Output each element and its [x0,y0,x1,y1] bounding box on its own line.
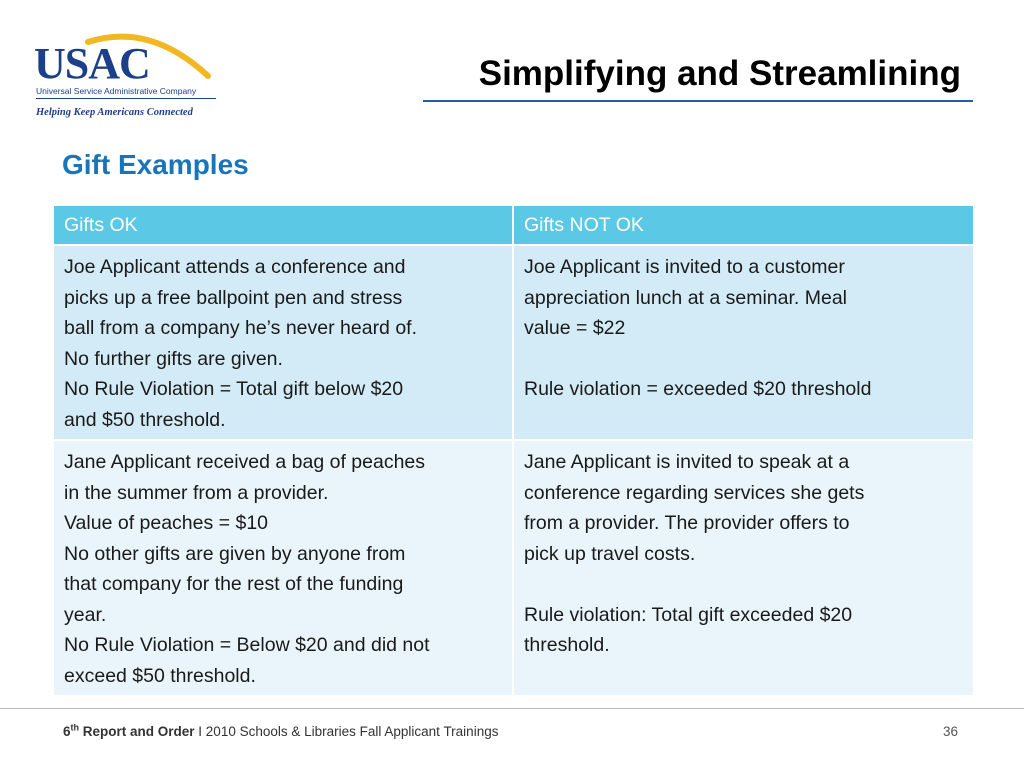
cell-text-line: pick up travel costs. [524,542,696,565]
cell-text-line: threshold. [524,634,610,656]
cell-text-line: from a provider. The provider offers to [524,512,850,534]
page-title: Simplifying and Streamlining [478,54,961,93]
cell-text-line: that company for the rest of the funding [64,573,404,595]
table-row [53,245,974,440]
cell-text-line: year. [64,603,107,626]
cell-text-line: Value of peaches = $10 [64,512,269,534]
cell-text-line: Rule violation = exceeded $20 threshold [524,378,872,400]
cell-text-line: in the summer from a provider. [64,481,329,504]
footer-divider [0,708,1024,709]
cell-spacer [524,344,963,375]
footer-caption [63,724,498,739]
cell-text-line: Jane Applicant received a bag of peaches [64,451,426,473]
cell-text-line: and $50 threshold. [64,408,226,431]
cell-text-line: No other gifts are given by anyone from [64,542,406,565]
cell-text-line: No Rule Violation = Below $20 and did not [64,634,430,656]
cell-text-line: No Rule Violation = Total gift below $20 [64,378,404,400]
cell-text-line: conference regarding services she gets [524,481,865,504]
title-underline [423,100,973,102]
cell-text-line: Jane Applicant is invited to speak at a [524,451,850,473]
footer-training: 2010 Schools & Libraries Fall Applicant Trainings [205,724,499,739]
cell-text-line: Joe Applicant attends a conference and [64,256,406,278]
column-header-gifts-not-ok: Gifts NOT OK [513,205,974,245]
cell-text-line: Joe Applicant is invited to a customer [524,256,845,278]
table-header-row [53,205,974,245]
logo-tagline: Helping Keep Americans Connected [36,107,193,118]
cell-text-line: exceed $50 threshold. [64,664,256,687]
cell-text-line: Rule violation: Total gift exceeded $20 [524,603,853,626]
cell-gifts-ok [53,245,513,440]
cell-text-line: ball from a company he’s never heard of. [64,317,417,339]
column-header-gifts-ok: Gifts OK [53,205,513,245]
footer-separator: I [194,724,206,739]
cell-gifts-ok [53,440,513,696]
cell-gifts-not-ok [513,440,974,696]
logo-divider [36,98,216,99]
gift-examples-table [52,204,975,697]
footer-ordinal: 6 [63,724,71,739]
footer-report: Report and Order [79,724,195,739]
table-row [53,440,974,696]
footer-ordinal-suffix: th [70,722,80,733]
logo-org-name: Universal Service Administrative Company [36,86,197,96]
cell-text-line: picks up a free ballpoint pen and stress [64,286,403,309]
cell-text-line: value = $22 [524,317,626,339]
usac-logo [30,28,220,120]
cell-gifts-not-ok [513,245,974,440]
section-subtitle: Gift Examples [62,149,249,180]
logo-wordmark: USAC [34,39,150,88]
page-number: 36 [942,724,958,739]
cell-spacer [524,569,963,600]
cell-text-line: appreciation lunch at a seminar. Meal [524,286,848,309]
cell-text-line: No further gifts are given. [64,347,283,370]
